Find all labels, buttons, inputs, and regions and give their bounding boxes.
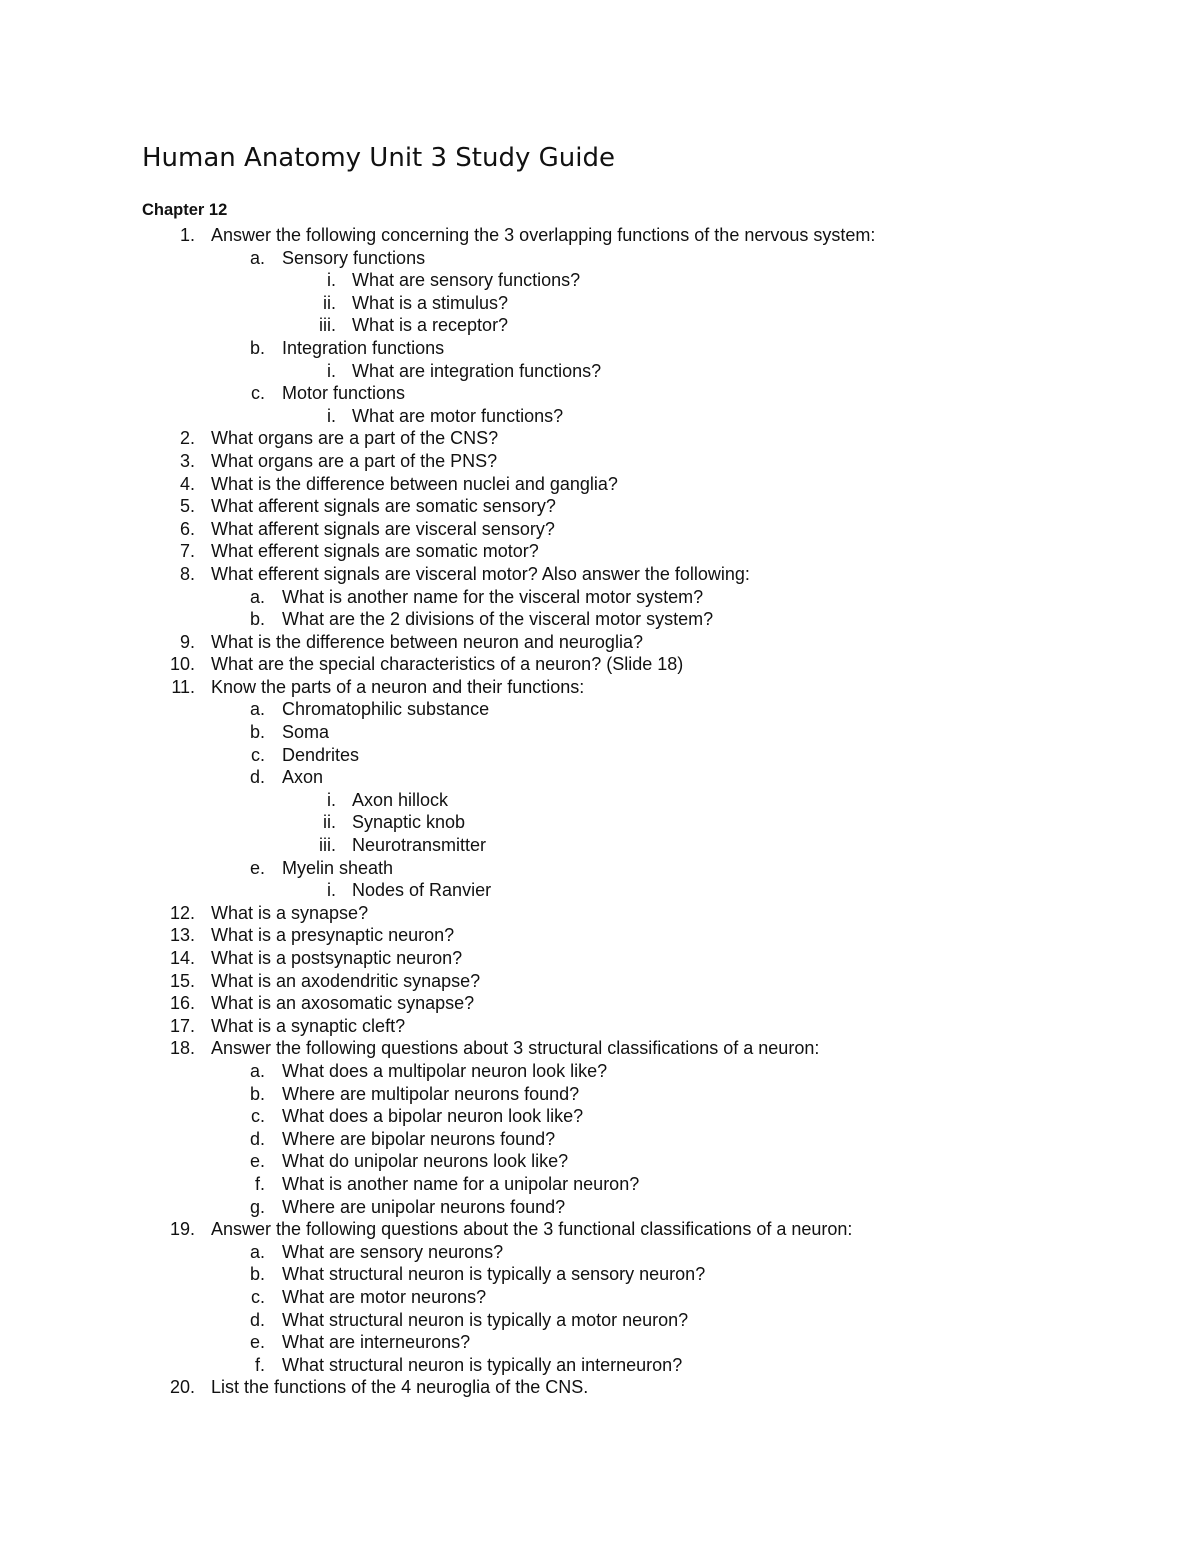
- outline-item-level-1: [0, 495, 1200, 518]
- outline-item-marker: 8.: [179, 563, 195, 584]
- outline-item-marker: c.: [250, 744, 265, 765]
- outline-item-text: Synaptic knob: [352, 812, 466, 833]
- outline-item-marker: 15.: [169, 970, 195, 991]
- outline-item-level-1: [0, 1015, 1200, 1038]
- outline-item-level-3: [0, 789, 1200, 812]
- outline-item-level-2: [0, 1105, 1200, 1128]
- outline-item-marker: a.: [249, 247, 265, 268]
- outline-item-text: What are sensory neurons?: [282, 1241, 504, 1262]
- outline-item-text: What are motor functions?: [352, 405, 564, 426]
- outline-item-level-1: [0, 540, 1200, 563]
- outline-item-level-2: [0, 1128, 1200, 1151]
- outline-item-level-1: [0, 631, 1200, 654]
- outline-item-text: What do unipolar neurons look like?: [282, 1151, 569, 1172]
- outline-item-marker: b.: [249, 337, 265, 358]
- outline-item-marker: i.: [327, 405, 336, 426]
- outline-item-level-1: [0, 676, 1200, 699]
- outline-item-level-3: [0, 292, 1200, 315]
- outline-item-text: Answer the following concerning the 3 overlapping functions of the nervous system:: [211, 225, 876, 245]
- outline-item-text: Where are bipolar neurons found?: [282, 1128, 556, 1149]
- outline-item-level-1: [0, 224, 1200, 247]
- outline-item-marker: 19.: [169, 1219, 195, 1240]
- outline-item-level-2: [0, 857, 1200, 880]
- outline-item-text: Myelin sheath: [282, 857, 394, 878]
- outline-item-marker: 7.: [179, 541, 195, 562]
- outline-item-text: What does a bipolar neuron look like?: [282, 1106, 584, 1127]
- outline-item-text: What is an axosomatic synapse?: [211, 993, 475, 1014]
- outline-item-marker: d.: [249, 767, 265, 788]
- outline-item-text: Axon hillock: [352, 789, 449, 810]
- outline-item-text: What are integration functions?: [352, 360, 602, 381]
- outline-item-marker: e.: [249, 1151, 265, 1172]
- outline-item-text: What is a postsynaptic neuron?: [211, 948, 463, 968]
- outline-item-text: What is the difference between neuron and neuroglia?: [211, 631, 643, 652]
- outline-item-text: What is a presynaptic neuron?: [211, 925, 455, 946]
- outline-item-text: What is a receptor?: [352, 315, 509, 336]
- outline-item-text: What efferent signals are somatic motor?: [211, 541, 539, 562]
- outline-item-level-2: [0, 1150, 1200, 1173]
- outline-item-marker: a.: [249, 699, 265, 720]
- outline-item-text: What is a synapse?: [211, 902, 369, 923]
- outline-item-level-1: [0, 992, 1200, 1015]
- outline-item-text: Where are unipolar neurons found?: [282, 1196, 566, 1217]
- outline-item-marker: 5.: [179, 496, 195, 517]
- outline-item-marker: 2.: [179, 428, 195, 449]
- outline-item-text: What are the 2 divisions of the visceral motor system?: [282, 609, 714, 630]
- outline-item-level-2: [0, 1309, 1200, 1332]
- outline-item-text: What is another name for a unipolar neuron?: [282, 1173, 640, 1194]
- outline-item-level-2: [0, 337, 1200, 360]
- outline-item-marker: 17.: [169, 1015, 195, 1036]
- outline-item-text: What is another name for the visceral motor system?: [282, 586, 704, 607]
- outline-item-text: What are the special characteristics of a neuron? (Slide 18): [211, 654, 684, 675]
- outline-item-level-1: [0, 653, 1200, 676]
- outline-item-level-2: [0, 1286, 1200, 1309]
- outline-item-level-2: [0, 1331, 1200, 1354]
- outline-item-text: List the functions of the 4 neuroglia of the CNS.: [211, 1377, 589, 1398]
- outline-item-level-2: [0, 1263, 1200, 1286]
- outline-item-text: What organs are a part of the PNS?: [211, 450, 498, 471]
- outline-item-level-2: [0, 608, 1200, 631]
- outline-item-level-3: [0, 360, 1200, 383]
- outline-item-level-1: [0, 947, 1200, 970]
- document-title: Human Anatomy Unit 3 Study Guide: [142, 143, 615, 173]
- outline-item-marker: d.: [249, 1309, 265, 1330]
- outline-item-marker: 16.: [169, 993, 195, 1014]
- outline-item-marker: b.: [249, 609, 265, 630]
- outline-item-text: What is a stimulus?: [352, 292, 509, 313]
- outline-item-text: Answer the following questions about 3 structural classifications of a neuron:: [211, 1038, 820, 1059]
- outline-item-marker: 13.: [169, 925, 195, 946]
- outline-item-level-3: [0, 811, 1200, 834]
- outline-item-marker: 6.: [179, 518, 195, 539]
- outline-item-level-3: [0, 834, 1200, 857]
- outline-item-text: Answer the following questions about the 3 functional classifications of a neuron:: [211, 1219, 853, 1240]
- outline-item-marker: ii.: [323, 812, 336, 833]
- outline-item-marker: e.: [249, 857, 265, 878]
- chapter-heading: Chapter 12: [142, 201, 228, 219]
- outline-item-marker: b.: [249, 722, 265, 743]
- outline-item-text: What organs are a part of the CNS?: [211, 428, 499, 449]
- outline-item-text: What are sensory functions?: [352, 270, 581, 291]
- outline-item-marker: i.: [327, 360, 336, 381]
- outline-item-text: What are motor neurons?: [282, 1286, 487, 1307]
- outline-item-text: What does a multipolar neuron look like?: [282, 1060, 608, 1081]
- outline-item-level-2: [0, 1354, 1200, 1377]
- outline-item-marker: 10.: [169, 654, 195, 675]
- outline-item-level-2: [0, 766, 1200, 789]
- outline-item-text: Integration functions: [282, 337, 445, 358]
- outline-item-text: What efferent signals are visceral motor? Also answer the following:: [211, 563, 750, 584]
- outline-item-level-3: [0, 405, 1200, 428]
- outline-item-text: Nodes of Ranvier: [352, 880, 492, 901]
- outline-item-marker: 18.: [169, 1038, 195, 1059]
- outline-item-level-1: [0, 970, 1200, 993]
- outline-item-text: What structural neuron is typically a sensory neuron?: [282, 1264, 706, 1285]
- outline-item-marker: e.: [249, 1332, 265, 1353]
- outline-item-marker: 14.: [169, 948, 195, 968]
- outline-item-level-2: [0, 247, 1200, 270]
- outline-item-marker: c.: [250, 1106, 265, 1127]
- outline-item-level-3: [0, 269, 1200, 292]
- outline-item-text: What afferent signals are somatic sensory?: [211, 496, 556, 517]
- outline-item-marker: i.: [327, 789, 336, 810]
- outline-item-level-2: [0, 1196, 1200, 1219]
- outline-item-text: What is the difference between nuclei and ganglia?: [211, 473, 618, 494]
- outline-item-marker: d.: [249, 1128, 265, 1149]
- outline-item-level-2: [0, 382, 1200, 405]
- outline-item-text: What is a synaptic cleft?: [211, 1015, 406, 1036]
- outline-item-level-1: [0, 1037, 1200, 1060]
- outline-item-marker: f.: [254, 1354, 265, 1375]
- study-question-outline: [0, 224, 1200, 1399]
- outline-item-marker: iii.: [319, 835, 336, 856]
- outline-item-level-3: [0, 879, 1200, 902]
- outline-item-text: What afferent signals are visceral sensory?: [211, 518, 555, 539]
- outline-item-marker: a.: [249, 1060, 265, 1081]
- outline-item-marker: 1.: [179, 225, 195, 245]
- outline-item-marker: 12.: [169, 902, 195, 923]
- outline-item-level-1: [0, 427, 1200, 450]
- outline-item-marker: 20.: [169, 1377, 195, 1398]
- outline-item-level-1: [0, 563, 1200, 586]
- outline-item-level-1: [0, 902, 1200, 925]
- outline-item-text: What is an axodendritic synapse?: [211, 970, 481, 991]
- outline-item-level-2: [0, 698, 1200, 721]
- outline-item-level-2: [0, 744, 1200, 767]
- outline-item-marker: c.: [250, 1286, 265, 1307]
- outline-item-marker: i.: [327, 270, 336, 291]
- outline-item-text: What structural neuron is typically an interneuron?: [282, 1354, 683, 1375]
- outline-item-level-1: [0, 518, 1200, 541]
- outline-item-marker: b.: [249, 1264, 265, 1285]
- outline-item-level-2: [0, 586, 1200, 609]
- outline-item-level-1: [0, 450, 1200, 473]
- outline-item-text: Neurotransmitter: [352, 835, 487, 856]
- outline-item-level-2: [0, 1060, 1200, 1083]
- outline-item-level-2: [0, 1241, 1200, 1264]
- outline-item-text: Soma: [282, 722, 330, 743]
- outline-item-text: Know the parts of a neuron and their functions:: [211, 676, 585, 697]
- outline-item-text: Sensory functions: [282, 247, 426, 268]
- outline-item-text: Axon: [282, 767, 324, 788]
- outline-item-text: Dendrites: [282, 744, 360, 765]
- outline-item-level-1: [0, 1376, 1200, 1399]
- outline-item-marker: 11.: [171, 676, 195, 697]
- outline-item-marker: g.: [249, 1196, 265, 1217]
- outline-item-marker: a.: [249, 1241, 265, 1262]
- outline-item-text: What structural neuron is typically a motor neuron?: [282, 1309, 689, 1330]
- outline-item-marker: b.: [249, 1083, 265, 1104]
- outline-item-level-1: [0, 924, 1200, 947]
- outline-item-level-2: [0, 721, 1200, 744]
- outline-item-text: Motor functions: [282, 383, 406, 404]
- outline-item-marker: 9.: [179, 631, 195, 652]
- outline-item-text: What are interneurons?: [282, 1332, 471, 1353]
- outline-item-level-2: [0, 1173, 1200, 1196]
- outline-item-text: Chromatophilic substance: [282, 699, 490, 720]
- outline-item-text: Where are multipolar neurons found?: [282, 1083, 580, 1104]
- outline-item-marker: a.: [249, 586, 265, 607]
- outline-item-marker: f.: [254, 1173, 265, 1194]
- outline-item-marker: c.: [250, 383, 265, 404]
- outline-item-level-1: [0, 473, 1200, 496]
- outline-item-marker: ii.: [323, 292, 336, 313]
- outline-item-marker: i.: [327, 880, 336, 901]
- outline-item-level-1: [0, 1218, 1200, 1241]
- outline-item-marker: 3.: [179, 450, 195, 471]
- outline-item-marker: iii.: [319, 315, 336, 336]
- outline-item-level-2: [0, 1083, 1200, 1106]
- outline-item-level-3: [0, 314, 1200, 337]
- outline-item-marker: 4.: [179, 473, 195, 494]
